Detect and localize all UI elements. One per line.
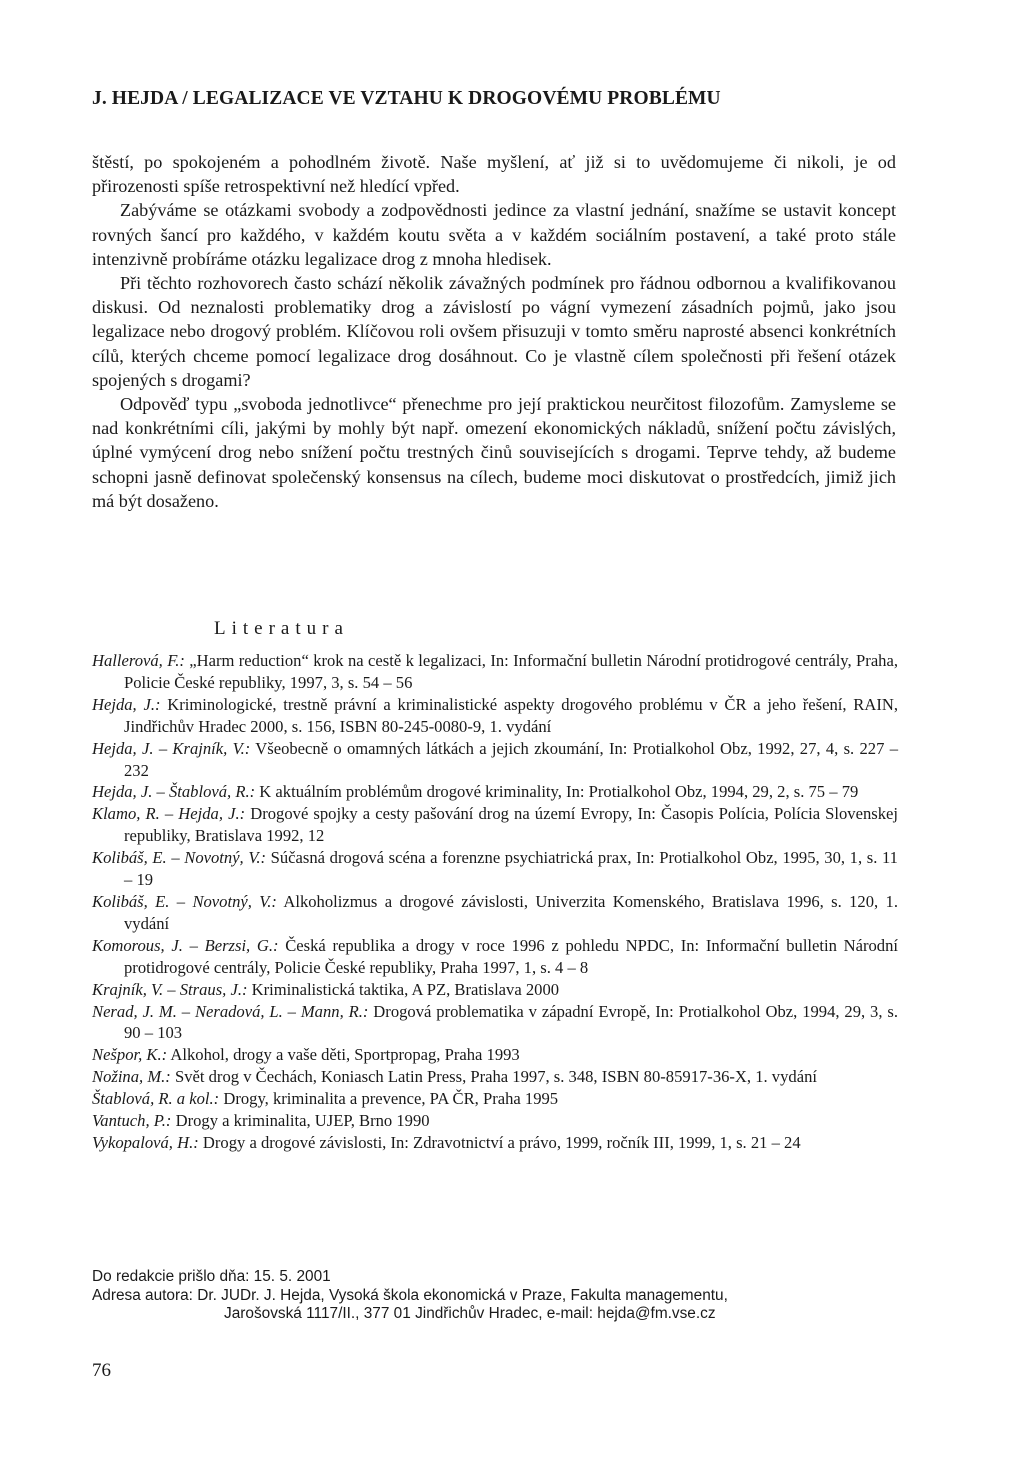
reference-text: K aktuálním problémům drogové kriminality, In: Protialkohol Obz, 1994, 29, 2, s. 75 – 79 [255, 782, 859, 802]
reference-item [92, 1001, 898, 1045]
reference-item [92, 781, 898, 803]
paragraph-1: štěstí, po spokojeném a pohodlném životě. Naše myšlení, ať již si to uvědomujeme či nikoli, je od přirozenosti spíše retrospektivní než hledící vpřed. [92, 152, 896, 197]
received-date: Do redakcie prišlo dňa: 15. 5. 2001 [92, 1268, 331, 1285]
reference-text: Súčasná drogová scéna a forenzne psychiatrická prax, In: Protialkohol Obz, 1995, 30, 1, s. 11 – 19 [124, 848, 898, 890]
paragraph-4: Odpověď typu „svoboda jednotlivce“ přenechme pro její praktickou neurčitost filozofům. Zamysleme se nad konkrétními cíli, jakými by mohly být např. omezení ekonomických nákladů, snížení počtu závislých, úplné vymýcení drog nebo snížení počtu trestných činů souvisejících s drogami. Teprve tehdy, až budeme schopni jasně definovat společenský konsensus na cílech, budeme moci diskutovat o prostředcích, jimiž jich má být dosaženo. [92, 394, 896, 511]
reference-authors: Vantuch, P.: [92, 1111, 172, 1131]
reference-text: Drogová problematika v západní Evropě, In: Protialkohol Obz, 1994, 29, 3, s. 90 – 103 [124, 1001, 898, 1043]
reference-list [92, 650, 898, 1154]
reference-text: Drogové spojky a cesty pašování drog na území Evropy, In: Časopis Polícia, Polícia Slovenskej republiky, Bratislava 1992, 12 [124, 804, 898, 846]
reference-authors: Kolibáš, E. – Novotný, V.: [92, 848, 267, 868]
article-footer [92, 1268, 912, 1324]
reference-authors: Nerad, J. M. – Neradová, L. – Mann, R.: [92, 1001, 369, 1021]
reference-item [92, 1044, 898, 1066]
reference-item [92, 1110, 898, 1132]
reference-authors: Hallerová, F.: [92, 651, 185, 670]
paragraph-2: Zabýváme se otázkami svobody a zodpovědnosti jedince za vlastní jednání, snažíme se ustavit koncept rovných šancí pro každého, v každém koutu světa a v každém sociálním postavení, a také proto stále intenzivně probíráme otázku legalizace drog z mnoha hledisek. [92, 200, 896, 269]
reference-item [92, 738, 898, 782]
reference-item [92, 650, 898, 694]
reference-text: Alkoholizmus a drogové závislosti, Univerzita Komenského, Bratislava 1996, s. 120, 1. vydání [124, 891, 898, 933]
reference-text: Všeobecně o omamných látkách a jejich zkoumání, In: Protialkohol Obz, 1992, 27, 4, s. 227 – 232 [124, 738, 898, 780]
reference-authors: Krajník, V. – Straus, J.: [92, 979, 248, 999]
reference-text: Kriminalistická taktika, A PZ, Bratislava 2000 [247, 979, 560, 999]
reference-text: „Harm reduction“ krok na cestě k legalizaci, In: Informační bulletin Národní protidrogové centrály, Praha, Policie České republiky, 1997, 3, s. 54 – 56 [124, 651, 898, 692]
literature-heading: Literatura [214, 618, 349, 639]
reference-text: Drogy a kriminalita, UJEP, Brno 1990 [171, 1111, 430, 1131]
reference-authors: Klamo, R. – Hejda, J.: [92, 804, 246, 824]
reference-authors: Kolibáš, E. – Novotný, V.: [92, 891, 277, 911]
reference-item [92, 935, 898, 979]
reference-item [92, 803, 898, 847]
page-number: 76 [92, 1360, 111, 1381]
author-address-continued: Jarošovská 1117/II., 377 01 Jindřichův Hradec, e-mail: hejda@fm.vse.cz [224, 1305, 716, 1323]
reference-text: Alkohol, drogy a vaše děti, Sportpropag, Praha 1993 [167, 1045, 520, 1065]
reference-text: Kriminologické, trestně právní a kriminalistické aspekty drogového problému v ČR a jeho řešení, RAIN, Jindřichův Hradec 2000, s. 156, ISBN 80-245-0080-9, 1. vydání [124, 694, 898, 736]
reference-authors: Vykopalová, H.: [92, 1132, 199, 1152]
reference-item [92, 1132, 898, 1154]
reference-text: Česká republika a drogy v roce 1996 z pohledu NPDC, In: Informační bulletin Národní protidrogové centrály, Policie České republiky, Praha 1997, 1, s. 4 – 8 [124, 935, 898, 977]
article-body [92, 150, 896, 513]
reference-authors: Hejda, J. – Krajník, V.: [92, 738, 251, 758]
author-address: Adresa autora: Dr. JUDr. J. Hejda, Vysoká škola ekonomická v Praze, Fakulta managementu, [92, 1286, 728, 1304]
reference-item [92, 979, 898, 1001]
reference-item [92, 1088, 898, 1110]
reference-item [92, 694, 898, 738]
reference-text: Drogy, kriminalita a prevence, PA ČR, Praha 1995 [219, 1089, 559, 1109]
paragraph-3: Při těchto rozhovorech často schází několik závažných podmínek pro řádnou odbornou a kvalifikovanou diskusi. Od neznalosti problematiky drog a závislostí po vágní vymezení zásadních pojmů, jako jsou legalizace nebo drogový problém. Klíčovou roli ovšem přisuzuji v tomto směru naprosté absenci konkrétních cílů, kterých chceme pomocí legalizace drog dosáhnout. Co je vlastně cílem společnosti při řešení otázek spojených s drogami? [92, 273, 896, 390]
reference-authors: Nožina, M.: [92, 1067, 171, 1087]
reference-authors: Hejda, J.: [92, 694, 161, 714]
reference-authors: Hejda, J. – Štablová, R.: [92, 782, 256, 802]
reference-item [92, 847, 898, 891]
reference-authors: Štablová, R. a kol.: [92, 1089, 220, 1109]
reference-authors: Nešpor, K.: [92, 1045, 168, 1065]
reference-authors: Komorous, J. – Berzsi, G.: [92, 935, 279, 955]
running-header: J. HEJDA / LEGALIZACE VE VZTAHU K DROGOVÉMU PROBLÉMU [92, 88, 721, 109]
reference-text: Drogy a drogové závislosti, In: Zdravotnictví a právo, 1999, ročník III, 1999, 1, s. 21 – 24 [198, 1132, 801, 1152]
reference-text: Svět drog v Čechách, Koniasch Latin Press, Praha 1997, s. 348, ISBN 80-85917-36-X, 1. vydání [170, 1067, 817, 1087]
reference-item [92, 1066, 898, 1088]
reference-item [92, 891, 898, 935]
